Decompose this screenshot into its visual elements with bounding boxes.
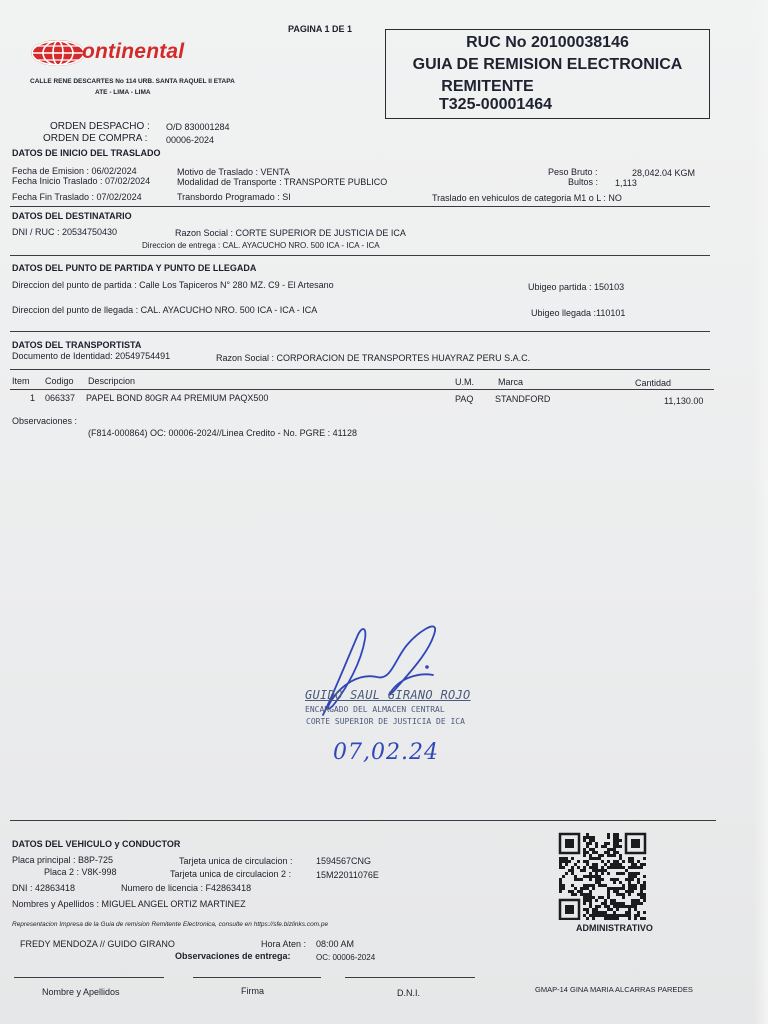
stamp-role: ENCARGADO DEL ALMACEN CENTRAL: [305, 705, 445, 714]
stamp-name: GUIDO SAUL GIRANO ROJO: [305, 688, 471, 702]
footer-nombre-label: Nombre y Apellidos: [42, 987, 120, 997]
punto-partida: Direccion del punto de partida : Calle Los Tapiceros N° 280 MZ. C9 - El Artesano: [12, 280, 334, 290]
direccion-entrega: Direccion de entrega : CAL. AYACUCHO NRO. 500 ICA - ICA - ICA: [142, 241, 380, 250]
observaciones-label: Observaciones :: [12, 416, 78, 426]
column-header-codigo: Codigo: [45, 376, 74, 386]
fecha-emision: Fecha de Emision : 06/02/2024: [12, 166, 137, 176]
placa-principal: Placa principal : B8P-725: [12, 855, 114, 865]
document-title: GUIA DE REMISION ELECTRONICA: [412, 56, 683, 73]
peso-bruto-label: Peso Bruto :: [548, 167, 598, 177]
tarjeta-circulacion-label: Tarjeta unica de circulacion :: [179, 856, 293, 866]
divider: [10, 206, 710, 207]
representacion-impresa: Representacion Impresa de la Guia de remision Remitente Electronica, consulte en https://sfe.bizlinks.com.pe: [12, 921, 329, 928]
footer-firma-label: Firma: [241, 986, 264, 996]
observaciones-entrega-label: Observaciones de entrega:: [175, 951, 291, 961]
hora-atencion-value: 08:00 AM: [316, 939, 355, 949]
traslado-heading: DATOS DE INICIO DEL TRASLADO: [12, 148, 161, 158]
conductor-nombres: Nombres y Apellidos : MIGUEL ANGEL ORTIZ MARTINEZ: [12, 899, 246, 909]
company-logo: [30, 38, 230, 68]
footer-dni-label: D.N.I.: [397, 988, 421, 998]
puntos-heading: DATOS DEL PUNTO DE PARTIDA Y PUNTO DE LLEGADA: [12, 263, 257, 273]
bultos-label: Bultos :: [568, 177, 599, 187]
categoria-vehiculo: Traslado en vehiculos de categoria M1 o L : NO: [432, 193, 622, 203]
cell-cantidad: 11,130.00: [664, 396, 704, 406]
table-header-divider: [10, 389, 714, 390]
column-header-item: Item: [12, 376, 30, 386]
cell-codigo: 066337: [45, 393, 76, 403]
cell-um: PAQ: [455, 394, 474, 404]
motivo-traslado: Motivo de Traslado : VENTA: [177, 167, 290, 177]
qr-label: ADMINISTRATIVO: [576, 923, 653, 933]
document-id-box: [385, 29, 710, 119]
bultos-value: 1,113: [615, 178, 637, 188]
paper-edge: [754, 0, 768, 1024]
stamp-entity: CORTE SUPERIOR DE JUSTICIA DE ICA: [306, 717, 465, 726]
column-header-descripcion: Descripcion: [88, 376, 136, 386]
transportista-heading: DATOS DEL TRANSPORTISTA: [12, 340, 142, 350]
company-address: CALLE RENE DESCARTES No 114 URB. SANTA RAQUEL II ETAPA: [30, 78, 235, 85]
destinatario-heading: DATOS DEL DESTINATARIO: [12, 211, 132, 221]
tarjeta-circulacion-value: 1594567CNG: [316, 856, 372, 866]
cell-item: 1: [30, 393, 36, 403]
conductor-dni: DNI : 42863418: [12, 883, 76, 893]
observaciones-entrega-value: OC: 00006-2024: [316, 953, 376, 962]
signature-line-nombre: [14, 977, 164, 978]
signature-line-dni: [345, 977, 475, 978]
transportista-documento: Documento de Identidad: 20549754491: [12, 351, 171, 361]
cell-descripcion: PAPEL BOND 80GR A4 PREMIUM PAQX500: [86, 393, 269, 403]
cell-marca: STANDFORD: [495, 394, 551, 404]
company-city: ATE - LIMA - LIMA: [95, 89, 151, 96]
document-subtitle: REMITENTE: [441, 78, 534, 95]
hora-atencion-label: Hora Aten :: [261, 939, 307, 949]
ubigeo-partida: Ubigeo partida : 150103: [528, 282, 625, 292]
qr-code: [557, 832, 649, 920]
orden-despacho-label: ORDEN DESPACHO :: [50, 121, 150, 132]
tarjeta-circulacion-2-value: 15M22011076E: [316, 870, 379, 880]
destinatario-dni-ruc: DNI / RUC : 20534750430: [12, 227, 118, 237]
transbordo-programado: Transbordo Programado : SI: [177, 192, 291, 202]
punto-llegada: Direccion del punto de llegada : CAL. AYACUCHO NRO. 500 ICA - ICA - ICA: [12, 305, 318, 315]
column-header-um: U.M.: [455, 377, 474, 387]
placa-2: Placa 2 : V8K-998: [44, 867, 117, 877]
numero-licencia: Numero de licencia : F42863418: [121, 883, 252, 893]
orden-compra-value: 00006-2024: [166, 135, 215, 145]
modalidad-transporte: Modalidad de Transporte : TRANSPORTE PUBLICO: [177, 177, 388, 187]
transportista-razon-social: Razon Social : CORPORACION DE TRANSPORTES HUAYRAZ PERU S.A.C.: [216, 353, 531, 363]
divider: [10, 369, 710, 370]
footer-gmap: GMAP-14 GINA MARIA ALCARRAS PAREDES: [535, 985, 693, 994]
ruc-number: RUC No 20100038146: [466, 34, 629, 51]
divider: [10, 331, 710, 332]
vehiculo-heading: DATOS DEL VEHICULO y CONDUCTOR: [12, 839, 181, 849]
fecha-inicio-traslado: Fecha Inicio Traslado : 07/02/2024: [12, 176, 151, 186]
column-header-marca: Marca: [498, 377, 524, 387]
globe-logo-icon: [30, 38, 86, 68]
destinatario-razon-social: Razon Social : CORTE SUPERIOR DE JUSTICIA DE ICA: [175, 228, 406, 238]
orden-compra-label: ORDEN DE COMPRA :: [43, 133, 148, 144]
divider: [10, 820, 716, 821]
document-number: T325-00001464: [439, 96, 552, 113]
company-name: ontinental: [82, 40, 185, 63]
ubigeo-llegada: Ubigeo llegada :110101: [531, 308, 626, 318]
page-number: PAGINA 1 DE 1: [288, 24, 353, 34]
handwritten-date: 07,02.24: [333, 740, 439, 765]
divider: [10, 255, 710, 256]
signature-line-firma: [193, 977, 321, 978]
peso-bruto-value: 28,042.04 KGM: [632, 168, 696, 178]
entrega-personas: FREDY MENDOZA // GUIDO GIRANO: [20, 939, 175, 949]
observaciones-text: (F814-000864) OC: 00006-2024//Linea Credito - No. PGRE : 41128: [88, 428, 357, 438]
fecha-fin-traslado: Fecha Fin Traslado : 07/02/2024: [12, 192, 142, 202]
tarjeta-circulacion-2-label: Tarjeta unica de circulacion 2 :: [170, 869, 292, 879]
column-header-cantidad: Cantidad: [635, 378, 672, 388]
orden-despacho-value: O/D 830001284: [166, 122, 230, 132]
